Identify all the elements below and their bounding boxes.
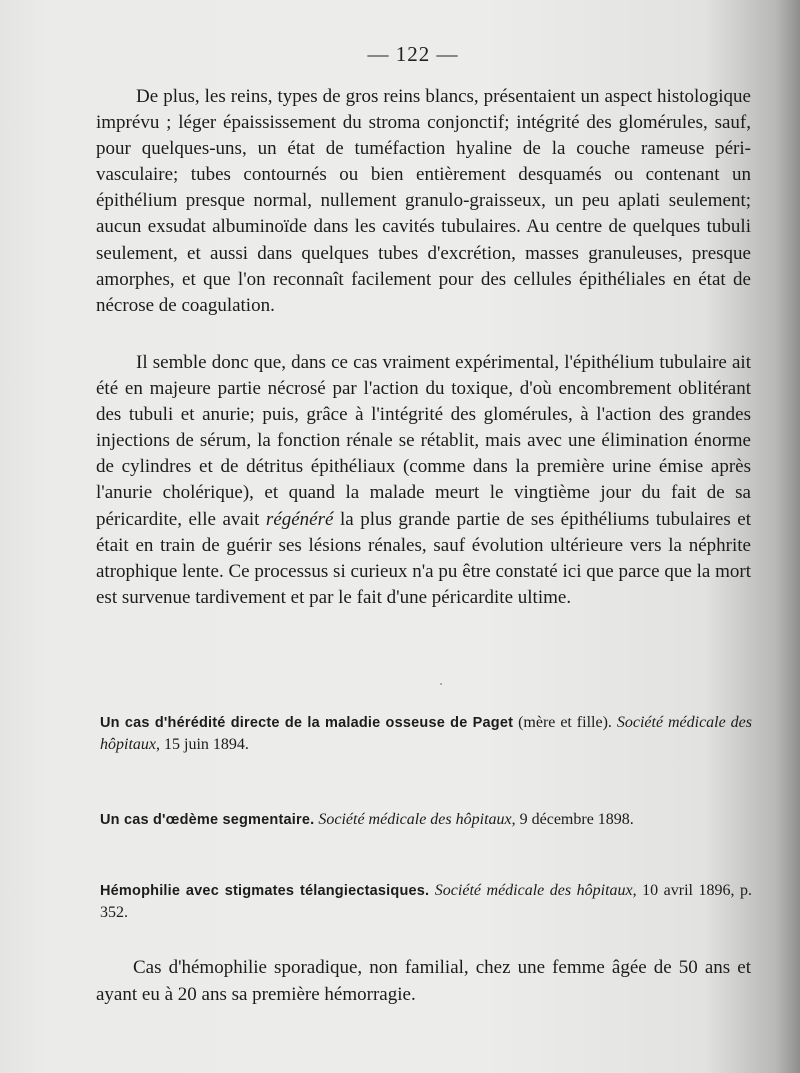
- entry-date: , 15 juin 1894.: [156, 736, 249, 753]
- entry-journal: Société médicale des hôpitaux: [318, 811, 512, 828]
- page-number: — 122 —: [367, 42, 459, 66]
- paragraph-text-before: Il semble donc que, dans ce cas vraiment expérimental, l'épithélium tubulaire ait été en majeure partie nécrosé par l'action du toxique, d'où encombrement oblitérant des tubuli et anurie; puis, grâce à l'intégrité des glomérules, à l'action des grandes injections de sérum, la fonction rénale se rétablit, mais avec une élimination énorme de cylindres et de détritus épithéliaux (comme dans la première urine émise après l'anurie cholérique), et quand la malade meurt le vingtième jour du fait de sa péricardite, elle avait: [96, 352, 751, 530]
- paragraph-hemophilia-case: [96, 954, 751, 1008]
- entry-date: , 10 avril 1896, p. 352.: [100, 882, 753, 921]
- paragraph-experimental-case: [96, 350, 751, 611]
- entry-date: , 9 décembre 1898.: [511, 811, 634, 828]
- entry-journal: Société médicale des hôpitaux: [434, 882, 633, 899]
- publication-entry-oedeme: [100, 809, 752, 831]
- paragraph-text: Cas d'hémophilie sporadique, non familial, chez une femme âgée de 50 ans et ayant eu à 20 ans sa première hémorragie.: [96, 957, 751, 1005]
- entry-journal: Société médicale des hôpitaux: [100, 714, 752, 753]
- paragraph-text: [96, 350, 751, 611]
- entry-title: Un cas d'hérédité directe de la maladie osseuse de Paget: [100, 715, 514, 731]
- entry-detail: (mère et fille).: [513, 714, 617, 731]
- paragraph-text: De plus, les reins, types de gros reins blancs, présentaient un aspect histologique imprévu ; léger épaississement du stroma conjonctif; intégrité des glomérules, sauf, pour quelques-uns, un état de tuméfaction hyaline de la couche rameuse péri-vasculaire; tubes contournés ou bien entièrement desquamés ou contenant un épithélium presque normal, nullement granulo-graisseux, un peu aplati seulement; aucun exsudat albuminoïde dans les cavités tubulaires. Au centre de quelques tubuli seulement, et aussi dans quelques tubes d'excrétion, masses granuleuses, presque amorphes, et que l'on reconnaît facilement pour des cellules épithéliales en état de nécrose de coagulation.: [96, 86, 751, 316]
- publication-entry-hemophilie: [100, 880, 752, 924]
- separator-dot: [440, 683, 442, 685]
- italic-word: régénéré: [265, 508, 334, 530]
- paragraph-renal-histology: [96, 84, 751, 319]
- entry-title: Hémophilie avec stigmates télangiectasiques.: [100, 883, 430, 899]
- entry-title: Un cas d'œdème segmentaire.: [100, 812, 315, 828]
- publication-entry-paget: [100, 712, 752, 756]
- paragraph-text-after: la plus grande partie de ses épithéliums tubulaires et était en train de guérir ses lésions rénales, sauf évolution ultérieure vers la néphrite atrophique lente. Ce processus si curieux n'a pu être constaté ici que parce que la mort est survenue tardivement et par le fait d'une péricardite ultime.: [96, 508, 751, 608]
